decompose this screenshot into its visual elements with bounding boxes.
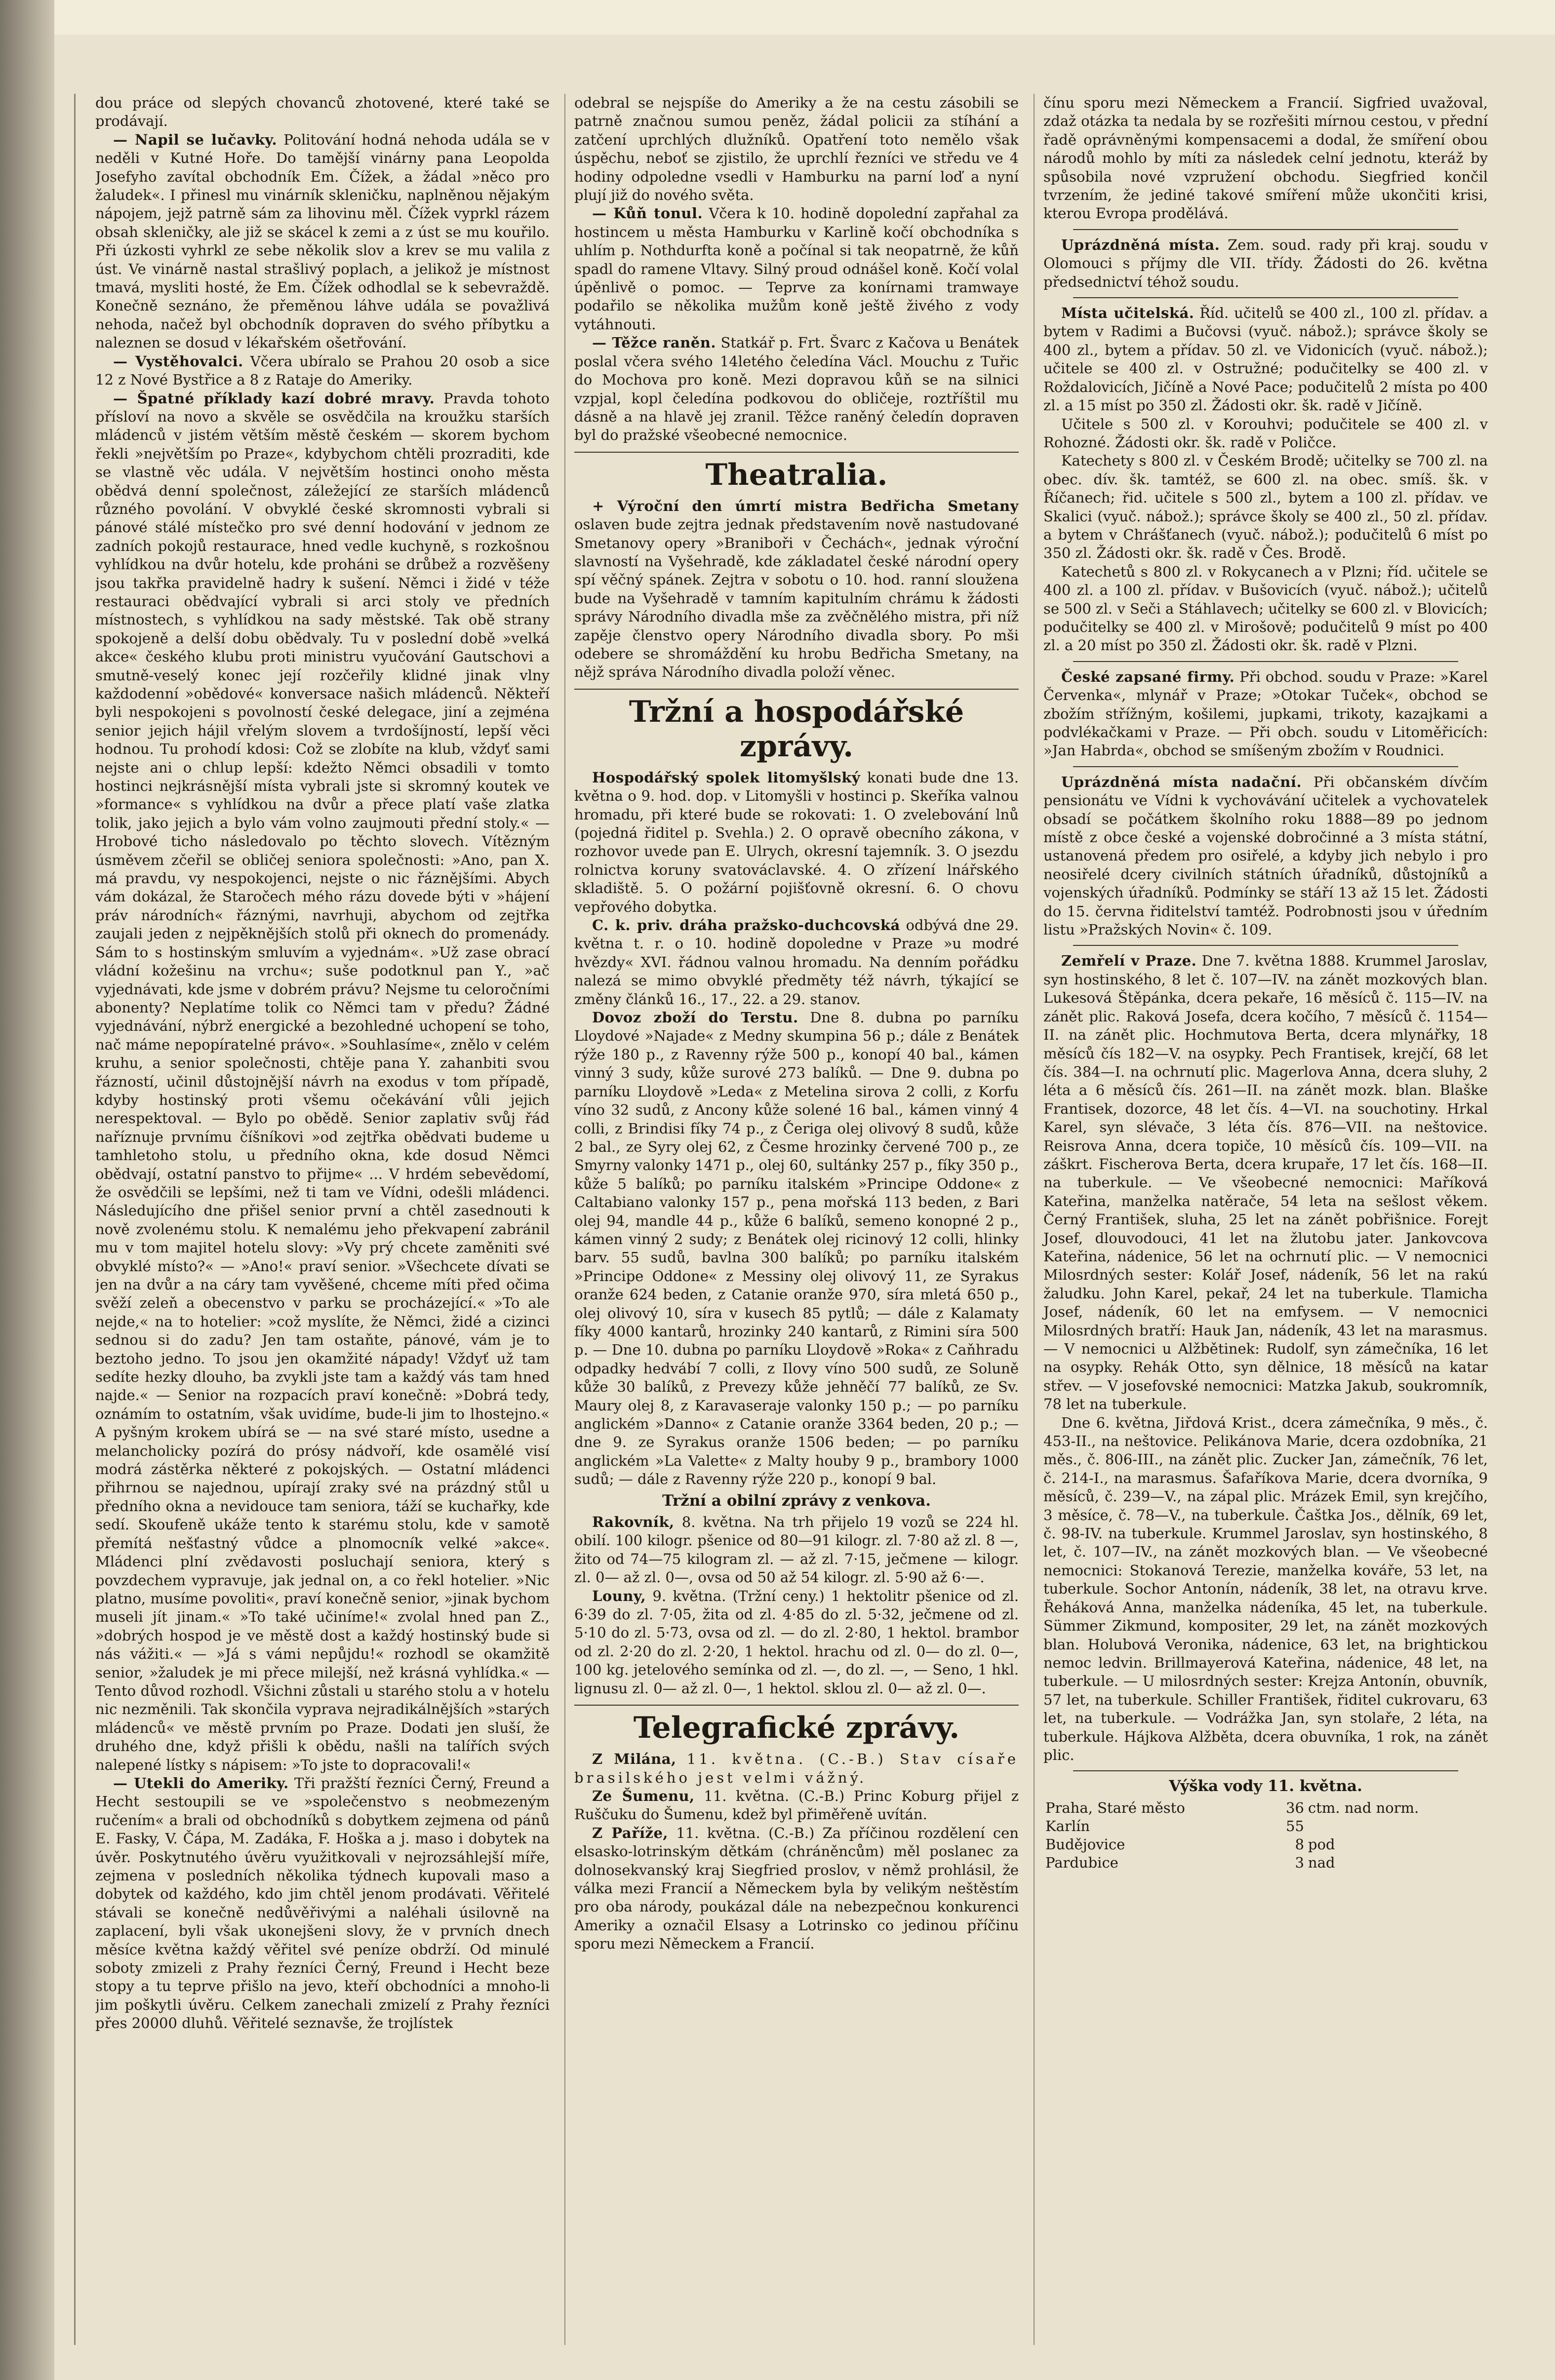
section-heading-theatre: Theatralia. xyxy=(574,452,1019,492)
news-item xyxy=(95,1774,550,2033)
item-body: Dne 7. května 1888. Krummel Jaroslav, syn hostinského, 8 let č. 107—IV. na zánět mozkových blan. Lukesová Štěpánka, dcera pekaře, 16 měsíců č. 115—IV. na zánět plic. Raková Josefa, dcera kočího, 7 měsíců č. 1154—II. na zánět plic. Hochmutova Berta, dcera mlynářky, 18 měsíců čís 182—V. na osypky. Pech Frantisek, krejčí, 68 let čís. 384—I. na ochrnutí plic. Magerlova Anna, dcera sluhy, 2 léta a 6 měsíců čís. 261—II. na zánět mozk. blan. Blaške Frantisek, dozorce, 48 let čís. 4—VI. na souchotiny. Hrkal Karel, syn slévače, 3 léta čís. 876—VII. na neštovice. Reisrova Anna, dcera topiče, 10 měsíců čís. 109—VII. na záškrt. Fischerova Berta, dcera krupaře, 17 let čís. 168—II. na tuberkule. — Ve všeobecné nemocnici: Maříková Kateřina, manželka natěrače, 54 leta na sešlost věkem. Černý František, sluha, 25 let na zánět pobřišnice. Forejt Josef, dlouvodouci, 41 let na žlutobu jater. Jankovcova Kateřina, nádenice, 56 let na ochrnutí plic. — V nemocnici Milosrdných sester: Kolář Josef, nádeník, 56 let na rakú žaludku. John Karel, pekař, 24 let na tuberkule. Tlamicha Josef, nádeník, 60 let na emfysem. — V nemocnici Milosrdných bratří: Hauk Jan, nádeník, 43 let na marasmus. — V nemocnici u Alžbětinek: Rudolf, syn zámečníka, 16 let na osypky. Rehák Otto, syn dělnice, 18 měsíců na katar střev. — V josefovské nemocnici: Matzka Jakub, soukromník, 78 let na tuberkule. xyxy=(1043,952,1488,1413)
news-item xyxy=(95,390,550,1774)
water-level-table xyxy=(1043,1799,1488,1872)
item-body: Včera ubíralo se Prahou 20 osob a sice 12 z Nové Bystřice a 8 z Rataje do Ameriky. xyxy=(95,352,550,389)
item-heading: — Vystěhovalci. xyxy=(113,352,243,370)
item-body: 11. května. (C.-B.) Za příčinou rozdělení cen elsasko-lotrinským dětkám (chráněncům) měl poslanec za dolnosekvanský kraj Siegfried proslov, v němž prohlásil, že válka mezi Francií a Německem byla by velikým neštěstím pro oba národy, poukázal dále na nebezpečnou konkurenci Ameriky a označil Elsasy a Lotrinsko co jedinou příčinu sporu mezi Německem a Francií. xyxy=(574,1824,1019,1952)
paragraph: Dne 6. května, Jiřdová Krist., dcera zámečníka, 9 měs., č. 453-II., na neštovice. Pelikánova Marie, dcera ozdobníka, 21 měs., č. 806-III., na zánět plic. Zucker Jan, zámečník, 76 let, č. 214-I., na marasmus. Šafaříkova Marie, dcera dvorníka, 9 měsíců, č. 239—V., na zápal plic. Mrázek Emil, syn krejčího, 3 měsíce, č. 78—V., na tuberkule. Čaštka Jos., dělník, 69 let, č. 98-IV. na tuberkule. Krummel Jaroslav, syn hostinského, 8 let, č. 107—IV., na zánět mozkových blan. — Ve všeobecné nemocnici: Stokanová Terezie, manželka kováře, 53 let, na tuberkule. Sochor Antonín, nádeník, 38 let, na otravu krve. Řeháková Anna, manželka nádeníka, 45 let, na tuberkule. Sümmer Zikmund, kompositer, 29 let, na zánět mozkových blan. Holubová Veronika, nádenice, 63 let, na brightickou nemoc ledvin. Brillmayerová Kateřina, nádenice, 48 let, na tuberkule. — U milosrdných sester: Krejza Antonín, obuvník, 57 let, na tuberkule. Schiller František, řiditel cukrovaru, 63 let, na tuberkule. — Vodrážka Jan, syn stolaře, 2 léta, na tuberkule. Hájkova Alžběta, dcera obuvníka, 1 rok, na zánět plic. xyxy=(1043,1414,1488,1763)
item-body: Zem. soud. rady při kraj. soudu v Olomouci s příjmy dle VII. třídy. Žádosti do 26. května předsednictví téhož soudu. xyxy=(1043,236,1488,290)
item-body: 11. května. (C.-B.) Princ Koburg přijel z Ruščuku do Šumenu, kdež byl přiměřeně uvítán. xyxy=(574,1787,1019,1823)
item-body: Tři pražští řezníci Černý, Freund a Hecht sestoupili se ve »společenstvo s neobmezeným ručením« a brali od obchodníků s dobytkem zejmena od pánů E. Fasky, V. Čápa, M. Zadáka, F. Hoška a j. maso i dobytek na úvěr. Poskytnutého úvěru využitkovali v nejrozsáhlejší míře, zejmena v posledních několika týdnech kupovali maso a dobytek od každého, kdo jim chtěl jenom prodávati. Věřitelé stávali se konečně nedůvěřivými a naléhali úsilovně na zaplacení, byli však ukonejšeni slovy, že v prvních dnech měsíce května každý věřitel své peníze obdrží. Od minulé soboty zmizeli z Prahy řezníci Černý, Freund i Hecht beze stopy a tu teprve přišlo na jevo, kteří obchodníci a mnoho-li jim poškytli úvěru. Celkem zanechali zmizelí z Prahy řezníci přes 20000 dluhů. Věřitelé seznavše, že trojlístek xyxy=(95,1774,550,2032)
item-body: Pravda tohoto přísloví na novo a skvěle se osvědčila na kroužku starších mládenců v jistém větším městě českém — skorem bychom řekli »největším po Praze«, kdybychom chtěli prozraditi, kde se vlastně věc udála. V největším hostinci onoho města obědvá denní společnost, záležející ze starších mládenců různého povolání. V obvyklé české skromnosti vybrali si pánové stálé místečko pro své denní hodování v jednom ze zadních pokojů restaurace, hned vedle kuchyně, s rozkošnou vyhlídkou na dvůr hotelu, kde proháni se drůbež a rozvěšeny jsou takřka pravidelně hadry k sušení. Němci i židé v téže restauraci obědvající vybrali si arci stoly ve předních místnostech, s vyhlídkou na sady městské. Tak obě strany spokojeně a delší dobu obědvaly. Tu v poslední době »velká akce« českého klubu proti ministru vyučování Gautschovi a smutně-veselý konec její rozčeřily klidné jinak vlny každodenní »obědové« konversace našich mládenců. Někteří byli nespokojeni s povolností české delegace, jiní a zejména senior jejich hájil vřelým slovem a tvrdošíjností, lepší věci hodnou. Tu prohodí kdosi: Což se zlobíte na klub, vždyť sami nejste ani o chlup lepší: kdežto Němci obsadili v tomto hostinci nejkrásnější místa vybrali jste si skromný koutek ve »formance« s vyhlídkou na dvůr a přece platí vaše zlatka tolik, jako jejich a bylo vám volno zaujmouti přední stoly.« — Hrobové ticho následovalo po těchto slovech. Vítězným úsměvem zčeřil se obličej seniora společnosti: »Ano, pan X. má pravdu, vy nespokojenci, nejste o nic řáznějšími. Abych vám dokázal, že Staročech mého rázu dovede býti v »hájení práv národních« řáznými, navrhuji, abychom od zejtřka zaujali jeden z nejpěknějších stolů při oknech do promenády. Sám to s hostinským smluvím a vyjednám«. »Už zase obrací vládní kožešinu na vrchu«; suše podotknul pan Y., »ač vyjednávati, kde jsme v dobrém právu? Nejsme tu celoročními abonenty? Neplatíme tolik co Němci tam v předu? Žádné vyjednávání, nýbrž energické a bezohledné uchopení se toho, nač máme nepopíratelné právo«. »Souhlasíme«, znělo v celém kruhu, a senior společnosti, chtěje pana Y. zahanbiti svou řázností, učinil důstojnější návrh na exodus v tom případě, kdyby hostinský proti všemu očekávání vůli jejich nerespektoval. — Bylo po obědě. Senior zaplativ svůj řád naříznuje prvnímu číšníkovi »od zejtřka obědvati budeme u tamhletoho stolu, u předního okna, kde dosud Němci obědvají, ostatní panstvo to přijme« ... V hrdém sebevědomí, že osvědčili se lepšími, než ti tam ve Vídni, odešli mládenci. Následujícího dne přišel senior první a chtěl zasednouti k nově zvolenému stolu. K nemalému jeho překvapení zabránil mu v tom majitel hotelu slovy: »Vy prý chcete zaměniti své obvyklé místo?« — »Ano!« praví senior. »Všechcete dívati se jen na dvůr a na cáry tam vyvěšené, chceme míti před očima svěží zeleň a obecenstvo v parku se procházející.« »To ale nejde,« na to hotelier: »což myslíte, že Němci, židé a cizinci sednou si do zadu? Jen tam ostaňte, pánové, vám je to beztoho jedno. To jsou jen okamžité nápady! Vždyť už tam sedíte hezky dlouho, ba zvykli jste tam a každý vás tam hned najde.« — Senior na rozpacích praví konečně: »Dobrá tedy, oznámím to ostatním, však uvidíme, bude-li jim to lhostejno.« A pyšným krokem ubírá se — na své staré místo, usedne a melancholicky pozírá do prósy nádvoří, kde osamělé visí modrá zástěrka některé z pokojských. — Ostatní mládenci přihrnou se najednou, upírají zraky své na prázdný stůl u předního okna a nevidouce tam seniora, táží se kuchařky, kde sedí. Skoufeně ukáže tento k starému stolu, kde v samotě přemítá nešťastný vůdce a plnomocník velké »akce«. Mládenci plní zvědavosti posluchají seniora, který s povzdechem vypravuje, jak jednal on, a co řekl hotelier. »Nic platno, musíme povoliti«, praví konečně senior, »jinak bychom museli jít jinam.« »To také učiníme!« zvolal hned pan Z., »dobrých hospod je ve městě dost a každý hostinský bude si nás vážiti.« — »Já s vámi nepůjdu!« rozhodl se okamžitě senior, »žaludek je mi přece milejší, než krásná vyhlídka.« — Tento důvod rozhodl. Všichni zůstali u starého stolu a v hotelu nic nezměnili. Tak skončila vyprava nejradikálnějších »starých mládenců« ve městě prvním po Praze. Dodati jen sluší, že druhého dne, když přišli k obědu, našli na talířích svých nalepené lístky s nápisem: »To jste to dopracovali!« xyxy=(95,390,550,1773)
item-heading: Uprázdněná místa. xyxy=(1061,236,1220,253)
unit: pod xyxy=(1308,1835,1335,1853)
place: Praha, Staré město xyxy=(1045,1799,1185,1816)
column-2 xyxy=(564,94,1019,2345)
table-row xyxy=(1043,1854,1488,1872)
item-body: Dne 8. dubna po parníku Lloydové »Najade« z Medny skumpina 56 p.; dále z Benátek rýže 180 p., z Ravenny rýže 500 p., konopí 40 bal., kámen vinný 3 sudy, kůže surové 273 balíků. — Dne 9. dubna po parníku Lloydově »Leda« z Metelina sirova 2 colli, z Korfu víno 32 sudů, z Ancony kůže solené 16 bal., kámen vinný 4 colli, z Brindisi fíky 74 p., z Čeriga olej olivový 8 sudů, kůže 2 bal., ze Syry olej 62, z Česme hrozinky červené 700 p., ze Smyrny valonky 1471 p., olej 60, sultánky 257 p., fíky 350 p., kůže 5 balíků; po parníku italském »Principe Oddone« z Caltabiano valonky 157 p., pena mořská 113 beden, z Bari olej 94, mandle 44 p., kůže 6 balíků, semeno konopné 2 p., kámen vinný 2 sudy; z Benátek olej ricinový 12 colli, hlinky barv. 55 sudů, bavlna 300 balíků; po parníku italském »Principe Oddone« z Messiny olej olivový 11, ze Syrakus oranže 624 beden, z Catanie oranže 970, síra mletá 650 p., olej olivový 10, síra v kusech 85 pytlů; — dále z Kalamaty fíky 4000 kantarů, hrozinky 240 kantarů, z Rimini síra 500 p. — Dne 10. dubna po parníku Lloydově »Roka« z Caňhradu odpadky hedvábí 7 colli, z Ilovy víno 500 sudů, ze Soluně kůže 30 balíků, z Prevezy kůže jehněčí 77 balíků, ze Sv. Maury olej 8, z Karavaseraje valonky 150 p.; — po parníku anglickém »Danno« z Catanie oranže 3364 beden, 20 p.; — dne 9. ze Syrakus oranže 1506 beden; — po parníku anglickém »La Valette« z Malty houby 9 p., brambory 1000 sudů; — dále z Ravenny rýže 220 p., konopí 9 bal. xyxy=(574,1009,1019,1488)
value: 8 xyxy=(1295,1835,1304,1853)
value: 36 xyxy=(1285,1799,1304,1816)
news-item xyxy=(574,1513,1019,1587)
unit xyxy=(1306,1817,1488,1835)
news-item xyxy=(1043,668,1488,760)
divider xyxy=(1073,945,1458,946)
unit: nad xyxy=(1308,1854,1335,1871)
item-body: Statkář p. Frt. Švarc z Kačova u Benátek poslal včera svého 14letého čeledína Václ. Mouchu z Tuřic do Mochova pro koně. Mezi dopravou kůň se na silnici vzpjal, kopl čeledína podkovou do obličeje, roztříštil mu dásně a na hlavě jej zranil. Těžce raněný čeledín dopraven byl do pražské všeobecné nemocnice. xyxy=(574,334,1019,444)
item-heading: Dovoz zboží do Terstu. xyxy=(592,1009,798,1026)
paragraph: Katechetů s 800 zl. v Rokycanech a v Plzni; říd. učitele se 400 zl. a 100 zl. přídav. v Bušovicích (vyuč. nábož.); učitelů se 500 zl. v Seči a Stáhlavech; učitelky se 600 zl. v Blovicích; podučitelky se 400 zl. v Mirošově; podučitelů 9 míst po 400 zl. a 20 míst po 350 zl. Žádosti okr. šk. radě v Plzni. xyxy=(1043,563,1488,654)
news-item xyxy=(574,204,1019,334)
item-body: 8. května. Na trh přijelo 19 vozů se 224 hl. obilí. 100 kilogr. pšenice od 80—91 kilogr. zl. 7·80 až zl. 8 —, žito od 74—75 kilogram zl. — až zl. 7·15, ječmene — kilogr. zl. 0— až zl. 0—, ovsa od 50 až 54 kilogr. zl. 5·90 až 6·—. xyxy=(574,1514,1019,1586)
item-heading: Zemřelí v Praze. xyxy=(1061,952,1197,970)
news-item xyxy=(574,334,1019,444)
item-body: Včera k 10. hodině dopolední zapřahal za hostincem u města Hamburku v Karlině kočí obchodníka s uhlím p. Nothdurfta koně a počínal si tak neopatrně, že kůň spadl do ramene Vltavy. Silný proud odnášel koně. Kočí volal úpěnlivě o pomoc. — Teprve za konírnami tramwaye podařilo se několika mužům koně ještě živého z vody vytáhnouti. xyxy=(574,205,1019,333)
divider xyxy=(1073,766,1458,767)
news-item xyxy=(1043,952,1488,1413)
item-body: oslaven bude zejtra jednak představením nově nastudované Smetanovy opery »Braniboři v Čechách«, jednak výroční slavností na Vyšehradě, kde základatel české národní opery spí věčný spánek. Zejtra v sobotu o 10. hod. ranní sloužena bude na Vyšehradě v tamním kapitulním chrámu k žádosti správy Národního divadla mše za zvěčnělého mistra, při níž zapěje členstvo opery Národního divadla sbory. Po mši odebere se shromáždění ku hrobu Bedřicha Smetany, na nějž správa Národního divadla položí věnec. xyxy=(574,516,1019,681)
news-item xyxy=(1043,236,1488,291)
item-heading: Rakovník, xyxy=(592,1514,675,1531)
place: Pardubice xyxy=(1045,1854,1118,1871)
news-item xyxy=(574,1750,1019,1787)
section-heading-market: Tržní a hospodářské zprávy. xyxy=(574,689,1019,764)
column-1 xyxy=(95,94,550,2345)
unit: ctm. nad norm. xyxy=(1308,1799,1419,1816)
item-heading: — Kůň tonul. xyxy=(592,205,703,222)
divider xyxy=(1073,229,1458,230)
item-body: odbývá dne 29. května t. r. o 10. hodině dopoledne v Praze »u modré hvězdy« XVI. řádnou valnou hromadu. Na denním pořádku nalezá se mimo obvyklé předměty též návrh, týkající se změny článků 16., 17., 22. a 29. stanov. xyxy=(574,917,1019,1008)
water-level-heading: Výška vody 11. května. xyxy=(1169,1777,1362,1795)
table-row xyxy=(1043,1835,1488,1854)
news-item xyxy=(574,1009,1019,1489)
news-item xyxy=(574,1787,1019,1824)
divider xyxy=(1073,297,1458,298)
item-body: Při obchod. soudu v Praze: »Karel Červenka«, mlynář v Praze; »Otokar Tuček«, obchod se zbožím střížným, košilemi, jupkami, trikoty, kazajkami a podvlékačkami v Praze. — Při obch. soudu v Litoměřicích: »Jan Habrda«, obchod se smíšeným zbožím v Roudnici. xyxy=(1043,668,1488,759)
item-heading: — Těžce raněn. xyxy=(592,334,716,351)
news-item xyxy=(574,497,1019,682)
news-item xyxy=(574,916,1019,1009)
table-row xyxy=(1043,1817,1488,1835)
news-item xyxy=(574,769,1019,916)
section-heading-telegraph: Telegrafické zprávy. xyxy=(574,1705,1019,1745)
newspaper-page xyxy=(74,94,1488,2345)
paragraph: dou práce od slepých chovanců zhotovené, které také se prodávají. xyxy=(95,94,550,130)
item-heading: + Výroční den úmrtí mistra Bedřicha Smetany xyxy=(592,497,1019,514)
value: 3 xyxy=(1295,1854,1304,1871)
news-item xyxy=(1043,773,1488,939)
divider xyxy=(1073,661,1458,662)
item-heading: — Napil se lučavky. xyxy=(113,131,278,148)
news-item xyxy=(574,1587,1019,1698)
paragraph: Katechety s 800 zl. v Českém Brodě; učitelky se 700 zl. na obec. dív. šk. tamtéž, se 600 zl. na obec. smíš. šk. v Říčanech; řid. učitele s 500 zl., bytem a 100 zl. přídav. ve Skalici (vyuč. nábož.); správce školy se 400 zl., 50 zl. přídav. a bytem v Chrášťanech (vyuč. nábož.); podučitelů 6 míst po 350 zl. Žádosti okr. šk. radě v Čes. Brodě. xyxy=(1043,452,1488,562)
table-row xyxy=(1043,1799,1488,1817)
item-body: Při občanském dívčím pensionátu ve Vídni k vychovávání učitelek a vychovatelek obsadí se počátkem školního roku 1888—89 po jednom místě z obce české a vojenské dobročinné a 3 místa státní, ustanovená předem pro osiřelé, a kdyby jich nebylo i pro neosiřelé dcery civilních státních úřadníků, důstojníků a vojenských úřadníků. Podmínky se stáří 13 až 15 let. Žádosti do 15. června řiditelství tamtéž. Podrobnosti jsou v úředním listu »Pražských Novin« č. 109. xyxy=(1043,773,1488,938)
column-3 xyxy=(1034,94,1488,2345)
item-heading: Ze Šumenu, xyxy=(592,1787,695,1804)
page-top-margin xyxy=(54,0,1555,35)
news-item xyxy=(1043,304,1488,415)
news-item xyxy=(95,131,550,352)
place: Karlín xyxy=(1045,1817,1090,1834)
item-heading: České zapsané firmy. xyxy=(1061,668,1235,685)
paragraph: Učitele s 500 zl. v Korouhvi; podučitele se 400 zl. v Rohozné. Žádosti okr. šk. radě v Poličce. xyxy=(1043,415,1488,451)
page-edge-shadow xyxy=(0,0,54,2380)
item-heading: Louny, xyxy=(592,1587,646,1604)
item-heading: Z Paříže, xyxy=(592,1824,669,1841)
news-item xyxy=(574,1824,1019,1953)
item-body: 11. května. (C.-B.) Stav císaře brasilského jest velmi vážný. xyxy=(574,1751,1019,1786)
item-heading: Hospodářský spolek litomyšlský xyxy=(592,769,861,786)
divider xyxy=(1073,1770,1458,1771)
item-heading: C. k. priv. dráha pražsko-duchcovská xyxy=(592,917,900,934)
item-heading: Uprázdněná místa nadační. xyxy=(1061,773,1302,790)
item-body: konati bude dne 13. května o 9. hod. dop. v Litomyšli v hostinci p. Skeříka valnou hromadu, při které bude se rokovati: 1. O zvelebování lnů (pojedná řiditel p. Svehla.) 2. O opravě obecního zákona, v rozhovor uvede pan E. Ulrych, okresní tajemník. 3. O jsezdu rolnictva koruny svatováclavské. 4. O zřízení lnářského skladiště. 5. O požární pojišťovně okresní. 6. O chovu vepřového dobytka. xyxy=(574,769,1019,915)
item-heading: — Špatné příklady kazí dobré mravy. xyxy=(113,390,435,407)
news-item xyxy=(95,352,550,390)
item-heading: Z Milána, xyxy=(592,1751,677,1768)
paragraph: odebral se nejspíše do Ameriky a že na cestu zásobili se patrně značnou sumou peněz, žádal policii za stíhání a zatčení uprchlých dlužníků. Opatření toto nemělo však úspěchu, neboť se zjistilo, že uprchlí řezníci ve středu ve 4 hodiny odpoledne vsedli v Hamburku na parní loď a nyní plují již do nového světa. xyxy=(574,94,1019,204)
item-body: Politování hodná nehoda udála se v neděli v Kutné Hoře. Do tamější vinárny pana Leopolda Josefyho zavítal obchodník Em. Čížek, a žádal »něco pro žaludek«. I přinesl mu vinárník skleničku, naplněnou nějakým nápojem, jejž patrně sám za lihovinu měl. Čížek vyprkl rázem obsah skleničky, ale již se skácel k zemi a z úst se mu kouřilo. Při úzkosti vyhrkl ze sebe několik slov a krev se mu valila z úst. Ve vinárně nastal strašlivý poplach, a jelikož je místnost tmavá, mysliti hosté, že Em. Čížek odhodlal se k sebevraždě. Konečně seznáno, že přeměnou láhve udála se považlivá nehoda, načež byl obchodník dopraven do svého příbytku a naleznen se dosud v lékařském ošetřování. xyxy=(95,131,550,351)
subsection-heading-grain: Tržní a obilní zprávy z venkova. xyxy=(662,1491,931,1510)
item-heading: — Utekli do Ameriky. xyxy=(113,1774,289,1792)
item-body: 9. května. (Tržní ceny.) 1 hektolitr pšenice od zl. 6·39 do zl. 7·05, žita od zl. 4·85 do zl. 5·32, ječmene od zl. 5·10 do zl. 5·73, ovsa od zl. — do zl. 2·80, 1 hektol. brambor od zl. 2·20 do zl. 2·20, 1 hektol. hrachu od zl. 0— do zl. 0—, 100 kg. jetelového semínka od zl. —, do zl. —, — Seno, 1 hkl. lignusu zl. 0— až zl. 0—, 1 hektol. sklou zl. 0— až zl. 0—. xyxy=(574,1587,1019,1697)
value: 55 xyxy=(1285,1817,1304,1834)
place: Budějovice xyxy=(1045,1835,1125,1853)
paragraph: čínu sporu mezi Německem a Francií. Sigfried uvažoval, zdaž otázka ta nedala by se rozřešiti mírnou cestou, v přední řadě oprávněnými kompensacemi a dodal, že smíření obou národů mohlo by míti za následek celní jednotu, kteráž by spůsobila nové vzpružení obchodu. Siegfried končil tvrzením, že jediné takové smíření může ukončiti krisi, kterou Evropa prodělává. xyxy=(1043,94,1488,222)
item-body: Říd. učitelů se 400 zl., 100 zl. přídav. a bytem v Radimi a Bučovsi (vyuč. nábož.); správce školy se 400 zl., bytem a přídav. 50 zl. ve Vidonicích (vyuč. nábož.); učitele se 400 zl. v Ostružné; podučitelky se 400 zl. v Roždalovicích, Jičíně a Nové Pace; podučitelů 2 místa po 400 zl. a 15 míst po 350 zl. Žádosti okr. šk. radě v Jičíně. xyxy=(1043,305,1488,414)
item-heading: Místa učitelská. xyxy=(1061,305,1195,322)
